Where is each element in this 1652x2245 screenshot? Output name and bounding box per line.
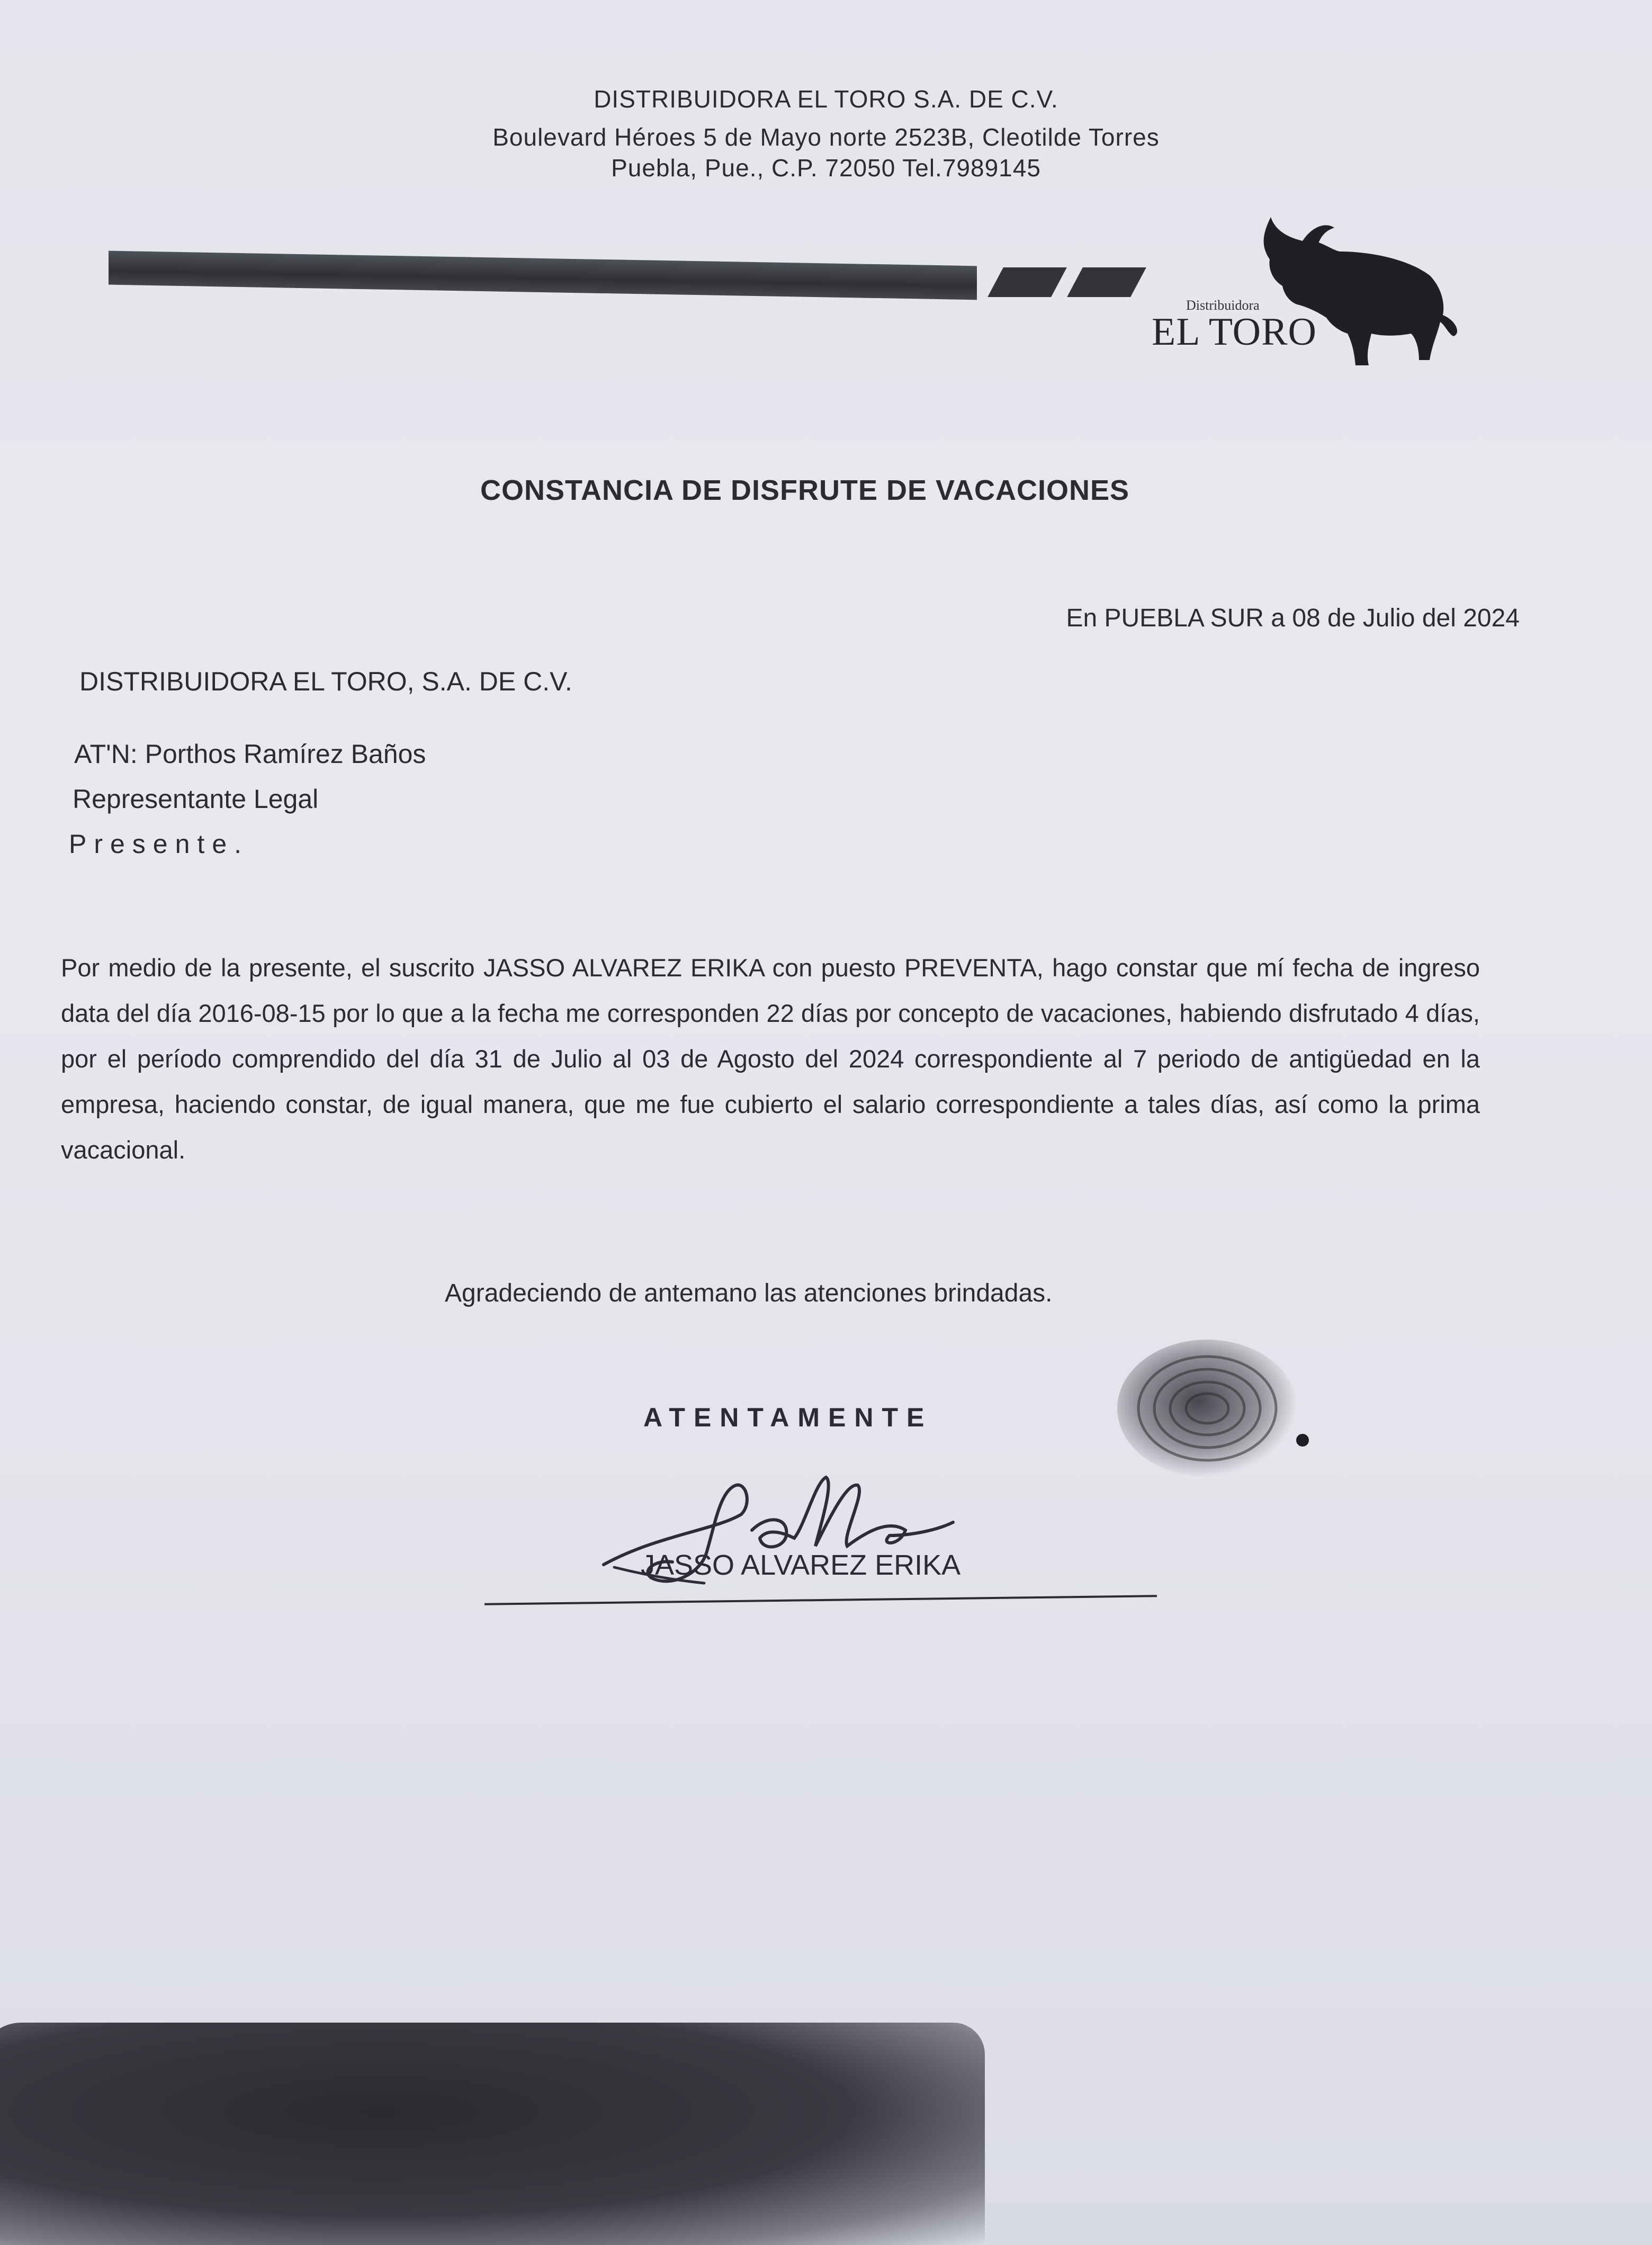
thanks-line: Agradeciendo de antemano las atenciones brindadas. bbox=[445, 1279, 1053, 1307]
logo-small-text: Distribuidora bbox=[1186, 298, 1260, 313]
header-chevron bbox=[987, 267, 1067, 297]
company-address-line-2: Puebla, Pue., C.P. 72050 Tel.7989145 bbox=[611, 154, 1041, 182]
closing-word: ATENTAMENTE bbox=[643, 1403, 933, 1432]
company-name: DISTRIBUIDORA EL TORO S.A. DE C.V. bbox=[594, 85, 1058, 113]
recipient-attention: AT'N: Porthos Ramírez Baños bbox=[74, 739, 426, 769]
document-title: CONSTANCIA DE DISFRUTE DE VACACIONES bbox=[480, 474, 1130, 506]
place-and-date: En PUEBLA SUR a 08 de Julio del 2024 bbox=[1066, 604, 1520, 632]
recipient-company: DISTRIBUIDORA EL TORO, S.A. DE C.V. bbox=[79, 667, 572, 696]
logo-brand-text: EL TORO bbox=[1152, 310, 1317, 354]
company-address-line-1: Boulevard Héroes 5 de Mayo norte 2523B, Cleotilde Torres bbox=[492, 123, 1160, 151]
header-decorative-bar bbox=[109, 251, 977, 300]
header-chevron bbox=[1067, 267, 1146, 297]
recipient-role: Representante Legal bbox=[73, 784, 319, 814]
signer-name: JASSO ALVAREZ ERIKA bbox=[641, 1549, 961, 1581]
signature-line bbox=[484, 1595, 1157, 1605]
recipient-salutation: Presente. bbox=[69, 829, 249, 859]
fingerprint-icon bbox=[1112, 1334, 1313, 1493]
body-paragraph-text: Por medio de la presente, el suscrito JASSO ALVAREZ ERIKA con puesto PREVENTA, hago constar que mí fecha de ingreso data del día 2016-08-15 por lo que a la fecha me corresponden 22 días por concepto de vacaciones, habiendo disfrutado 4 días, por el período comprendido del día 31 de Julio al 03 de Agosto del 2024 correspondiente al 7 periodo de antigüedad en la empresa, haciendo constar, de igual manera, que me fue cubierto el salario correspondiente a tales días, así como la prima vacacional. bbox=[61, 954, 1480, 1164]
photo-shadow bbox=[0, 2023, 985, 2245]
body-paragraph bbox=[61, 945, 1480, 1173]
